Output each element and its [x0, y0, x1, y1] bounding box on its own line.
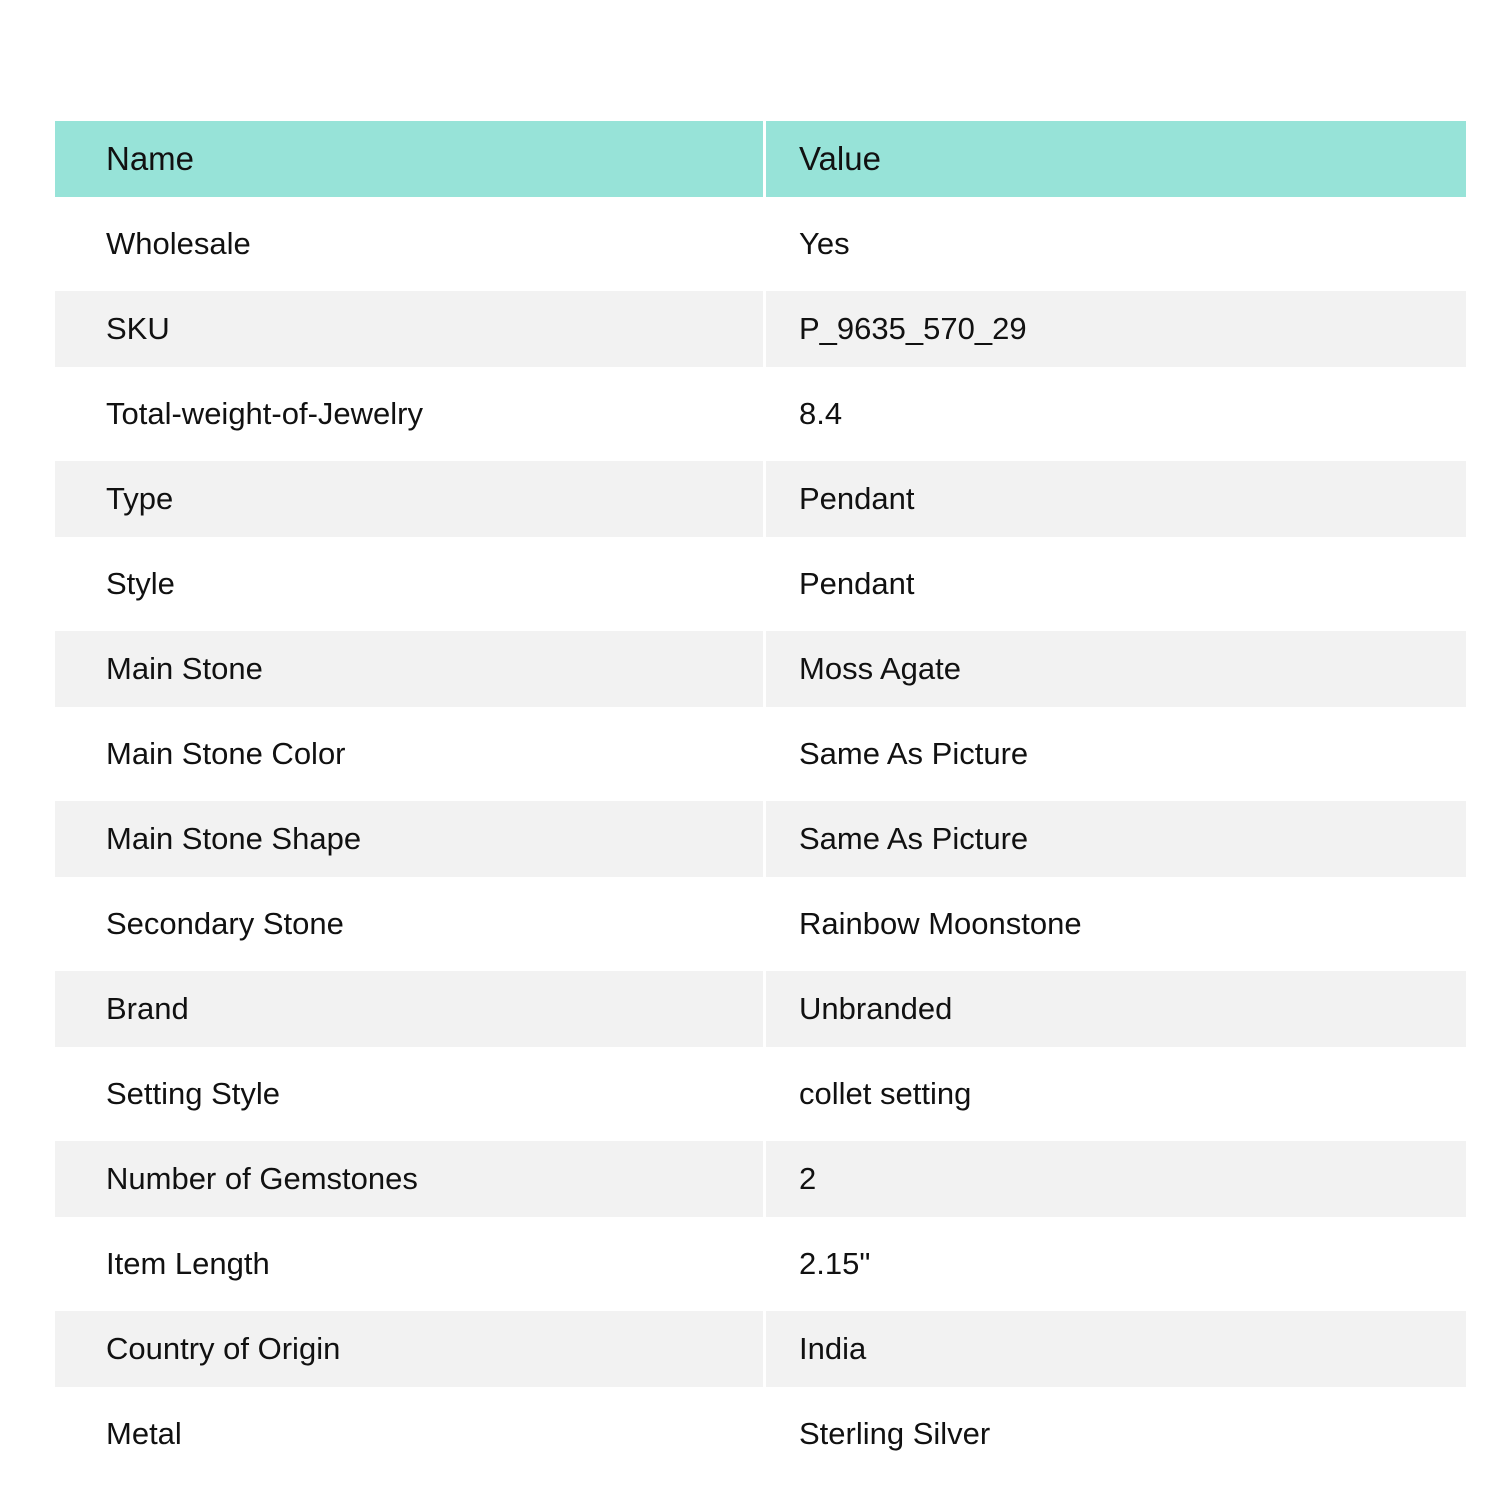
row-name-cell: Item Length [106, 1246, 270, 1281]
table-row [55, 1311, 1466, 1387]
table-row [55, 707, 1466, 801]
specifications-table [55, 121, 1466, 1481]
row-name-cell: Main Stone Shape [55, 801, 766, 877]
row-value-cell: 2 [799, 1161, 817, 1196]
row-value-cell: Same As Picture [799, 821, 1029, 856]
table-row [55, 1047, 1466, 1141]
table-row [55, 877, 1466, 971]
row-name-cell: Wholesale [106, 226, 251, 261]
table-row [55, 1217, 1466, 1311]
table-header-row [55, 121, 1466, 197]
table-row [55, 537, 1466, 631]
row-name-cell: Secondary Stone [106, 906, 344, 941]
row-name-cell: Main Stone Color [106, 736, 346, 771]
table-row [55, 801, 1466, 877]
row-value-cell: Unbranded [799, 991, 953, 1026]
row-name-cell: Type [55, 461, 766, 537]
row-value-cell: P_9635_570_29 [799, 311, 1027, 346]
row-name-cell: Main Stone [55, 631, 766, 707]
table-row [55, 197, 1466, 291]
header-value: Value [799, 140, 881, 177]
table-row [55, 367, 1466, 461]
table-row [55, 291, 1466, 367]
row-name-cell: Brand [55, 971, 766, 1047]
row-value-cell: Same As Picture [799, 736, 1029, 771]
row-value-cell: Pendant [799, 566, 915, 601]
row-value-cell: Rainbow Moonstone [799, 906, 1082, 941]
header-name: Name [55, 121, 766, 197]
row-name-cell: Total-weight-of-Jewelry [106, 396, 423, 431]
row-value-cell: 8.4 [799, 396, 843, 431]
table-row [55, 1387, 1466, 1481]
row-name-cell: Country of Origin [55, 1311, 766, 1387]
row-name-cell: Style [106, 566, 175, 601]
table-row [55, 1141, 1466, 1217]
row-value-cell: Yes [799, 226, 850, 261]
row-value-cell: Moss Agate [799, 651, 961, 686]
row-name-cell: SKU [55, 291, 766, 367]
table-row [55, 631, 1466, 707]
row-value-cell: 2.15" [799, 1246, 871, 1281]
table-row [55, 971, 1466, 1047]
row-value-cell: Sterling Silver [799, 1416, 991, 1451]
row-value-cell: collet setting [799, 1076, 972, 1111]
row-name-cell: Setting Style [106, 1076, 281, 1111]
row-value-cell: India [799, 1331, 867, 1366]
row-value-cell: Pendant [799, 481, 915, 516]
row-name-cell: Number of Gemstones [55, 1141, 766, 1217]
table-row [55, 461, 1466, 537]
row-name-cell: Metal [106, 1416, 182, 1451]
